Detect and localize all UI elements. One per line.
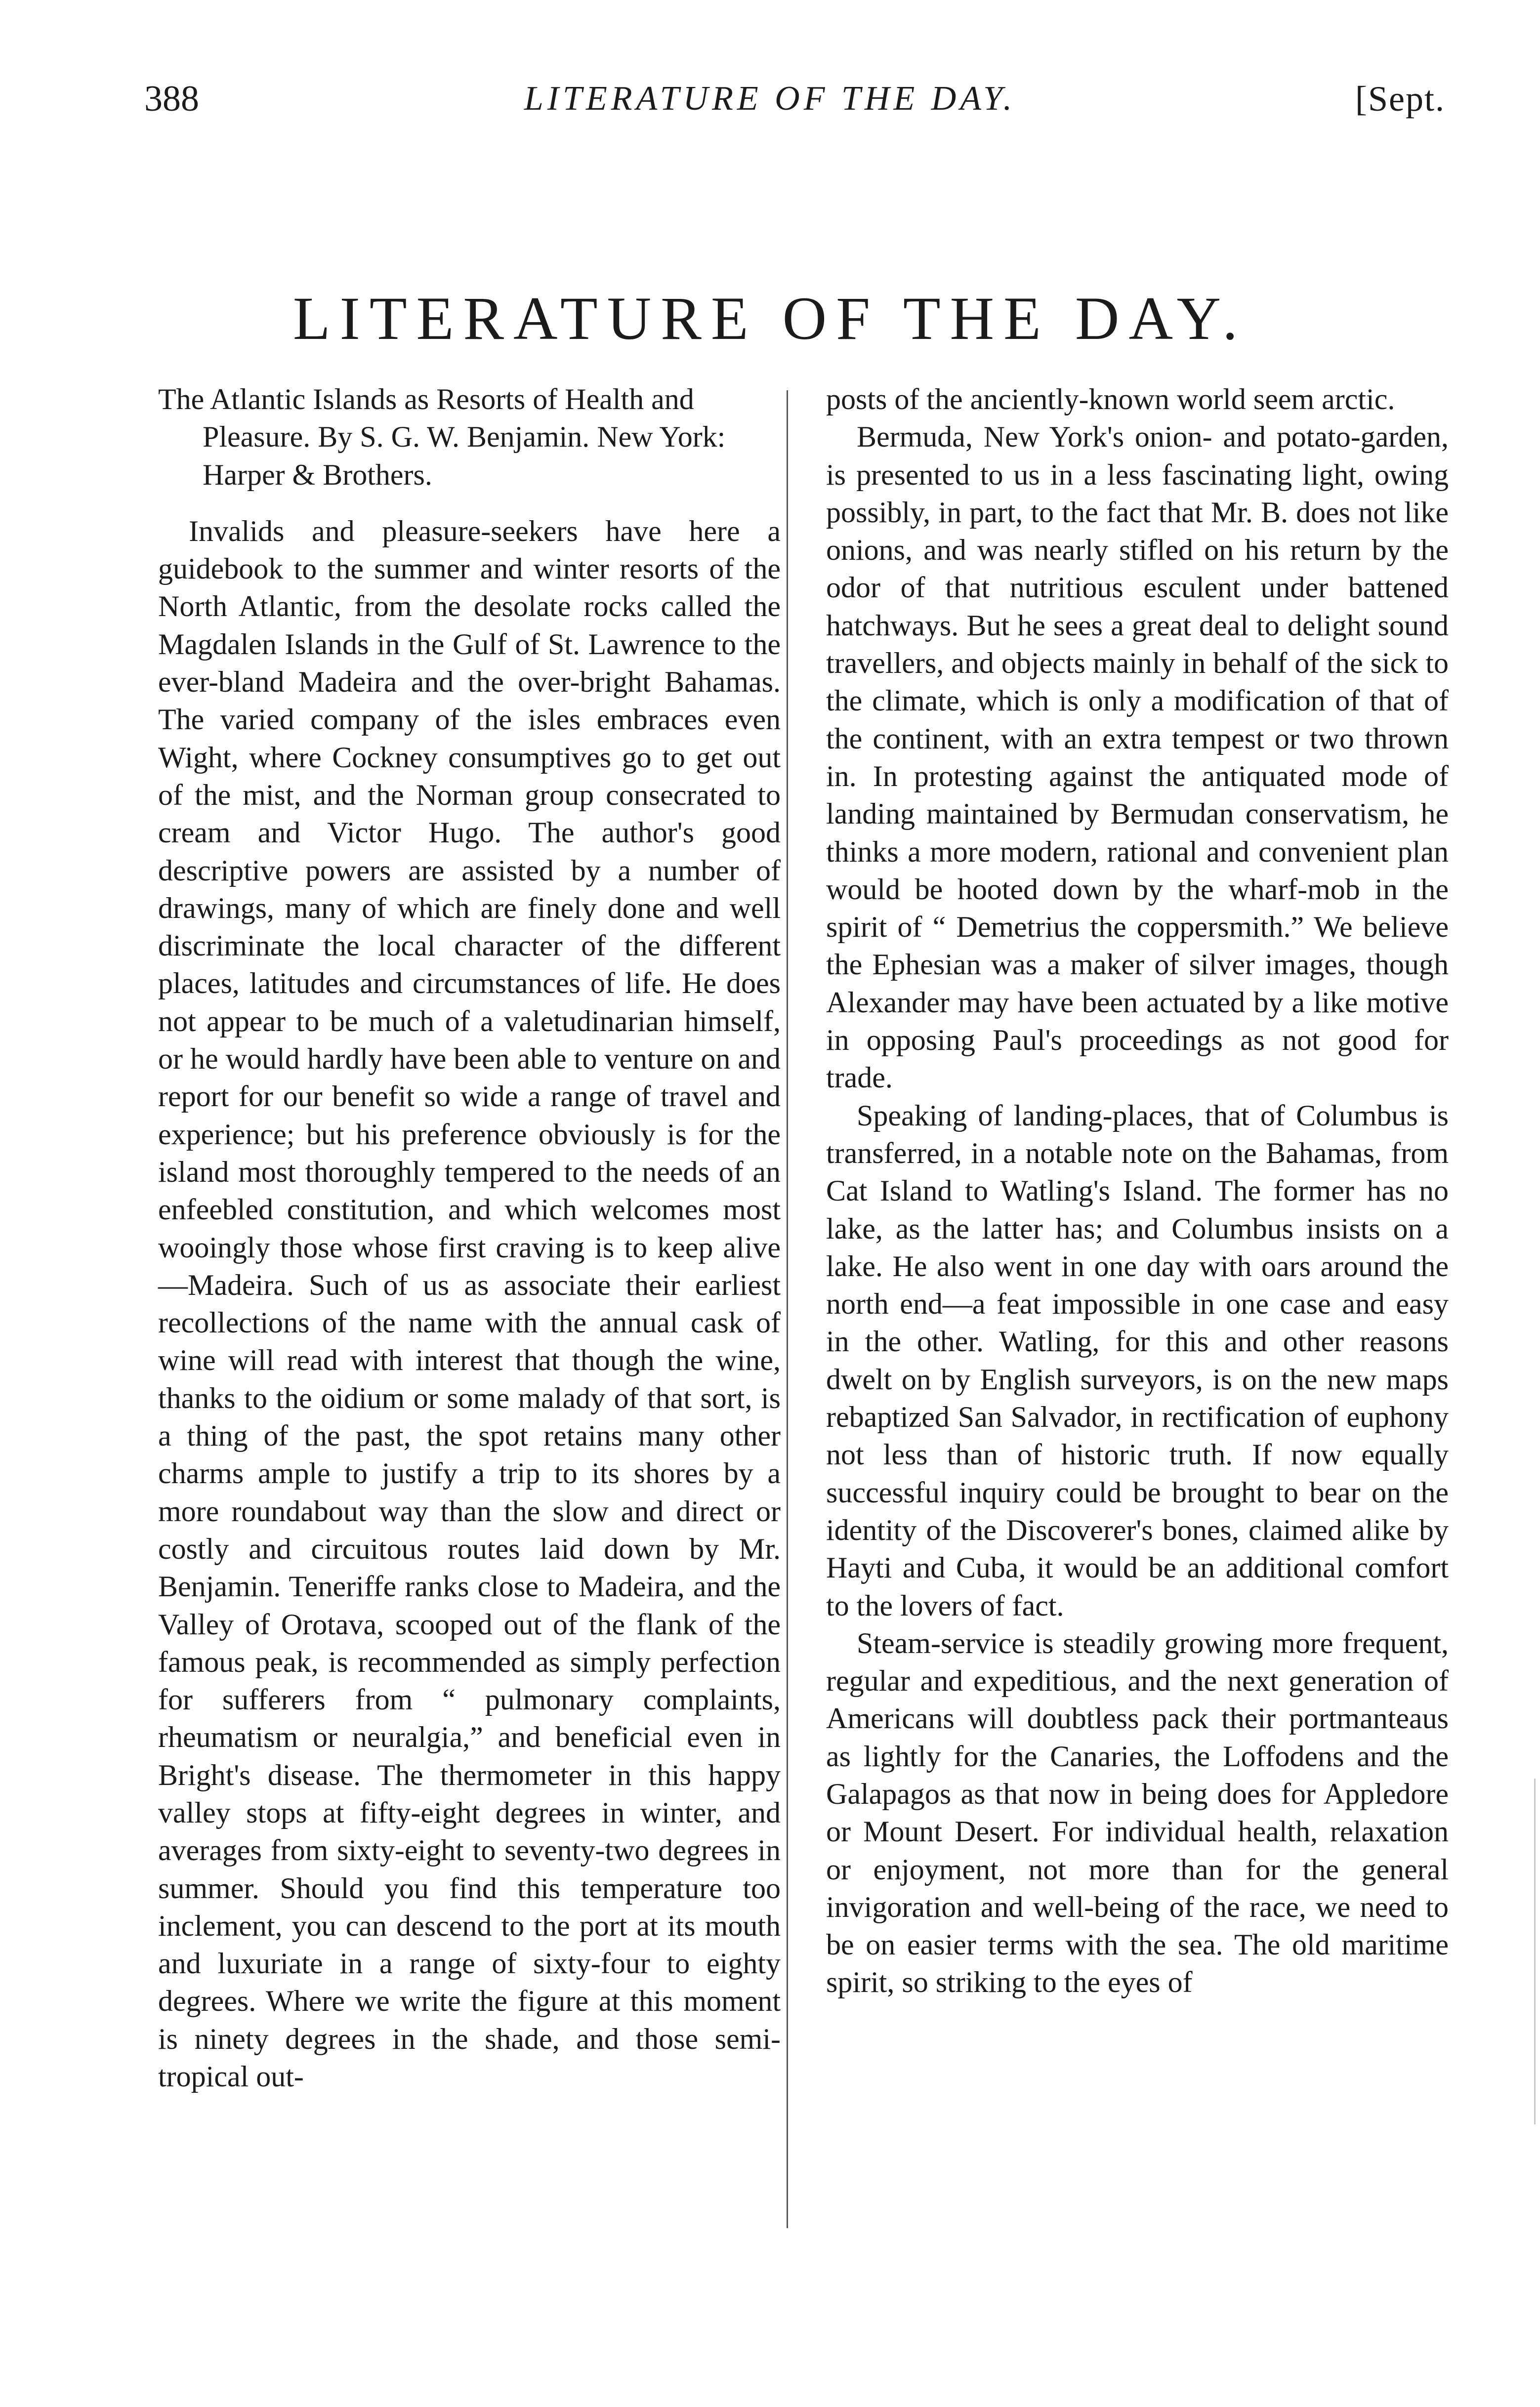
review-paragraph: Steam-service is steadily growing more frequent, regular and expeditious, and the next generation of Americans will doubtless pack their portmanteaus as lightly for the Canaries, the Loffodens and the Galapagos as that now in being does for Appledore or Mount Desert. For individual health, relaxation or enjoyment, not more than for the general invigoration and well-being of the race, we need to be on easier terms with the sea. The old maritime spirit, so striking to the eyes of <box>826 1626 1449 1999</box>
review-paragraph: Invalids and pleasure-seekers have here a guidebook to the summer and winter resorts of the North Atlantic, from the desolate rocks called the Magdalen Islands in the Gulf of St. Lawrence to the ever-bland Madeira and the over-bright Bahamas. The varied company of the isles embraces even Wight, where Cockney consumptives go to get out of the mist, and the Norman group consecrated to cream and Victor Hugo. The author's good descriptive powers are assisted by a number of drawings, many of which are finely done and well discriminate the local character of the different places, latitudes and circumstances of life. He does not appear to be much of a valetudinarian himself, or he would hardly have been able to venture on and report for our benefit so wide a range of travel and experience; but his preference obviously is for the island most thoroughly tempered to the needs of an enfeebled constitution, and which welcomes most wooingly those whose first craving is to keep alive—Madeira. Such of us as associate their earliest recollections of the name with the annual cask of wine will read with interest that though the wine, thanks to the oidium or some malady of that sort, is a thing of the past, the spot retains many other charms ample to justify a trip to its shores by a more roundabout way than the slow and direct or costly and circuitous routes laid down by Mr. Benjamin. Teneriffe ranks close to Madeira, and the Valley of Orotava, scooped out of the flank of the famous peak, is recommended as simply perfection for sufferers from “ pulmonary complaints, rheumatism or neuralgia,” and beneficial even in Bright's disease. The thermometer in this happy valley stops at fifty-eight degrees in winter, and averages from sixty-eight to seventy-two degrees in summer. Should you find this temperature too inclement, you can descend to the port at its mouth and luxuriate in a range of sixty-four to eighty degrees. Where we write the figure at this moment is ninety degrees in the shade, and those semi-tropical out- <box>158 514 781 2093</box>
book-citation <box>158 380 781 494</box>
page-number: 388 <box>144 79 199 119</box>
citation-line: and Pleasure. By S. G. W. Benjamin. <box>203 383 694 454</box>
citation-line: The Atlantic Islands as Resorts of Health <box>158 383 644 415</box>
month-marker: [Sept. <box>1355 79 1445 119</box>
section-title: LITERATURE OF THE DAY. <box>292 285 1248 352</box>
review-paragraph: Bermuda, New York's onion- and potato-garden, is presented to us in a less fascinating light, owing possibly, in part, to the fact that Mr. B. does not like onions, and was nearly stifled on his return by the odor of that nutritious esculent under battened hatchways. But he sees a great deal to delight sound travellers, and objects mainly in behalf of the sick to the climate, which is only a modification of that of the continent, with an extra tempest or two thrown in. In protesting against the antiquated mode of landing maintained by Bermudan conservatism, he thinks a more modern, rational and convenient plan would be hooted down by the wharf-mob in the spirit of “ Demetrius the coppersmith.” We believe the Ephesian was a maker of silver images, though Alexander may have been actuated by a like motive in opposing Paul's proceedings as not good for trade. <box>826 420 1449 1094</box>
citation-line: New York: Harper & Brothers. <box>203 420 726 491</box>
page-edge-mark <box>1534 1779 1536 2124</box>
column-divider <box>787 390 788 2228</box>
right-column <box>826 380 1449 2001</box>
left-column <box>158 380 781 2095</box>
running-head <box>0 74 1540 133</box>
review-paragraph-continuation: posts of the anciently-known world seem arctic. <box>826 383 1395 415</box>
review-paragraph: Speaking of landing-places, that of Columbus is transferred, in a notable note on the Bahamas, from Cat Island to Watling's Island. The former has no lake, as the latter has; and Columbus insists on a lake. He also went in one day with oars around the north end—a feat impossible in one case and easy in the other. Watling, for this and other reasons dwelt on by English surveyors, is on the new maps rebaptized San Salvador, in rectification of euphony not less than of historic truth. If now equally successful inquiry could be brought to bear on the identity of the Discoverer's bones, claimed alike by Hayti and Cuba, it would be an additional comfort to the lovers of fact. <box>826 1099 1449 1622</box>
running-title: LITERATURE OF THE DAY. <box>524 80 1016 118</box>
